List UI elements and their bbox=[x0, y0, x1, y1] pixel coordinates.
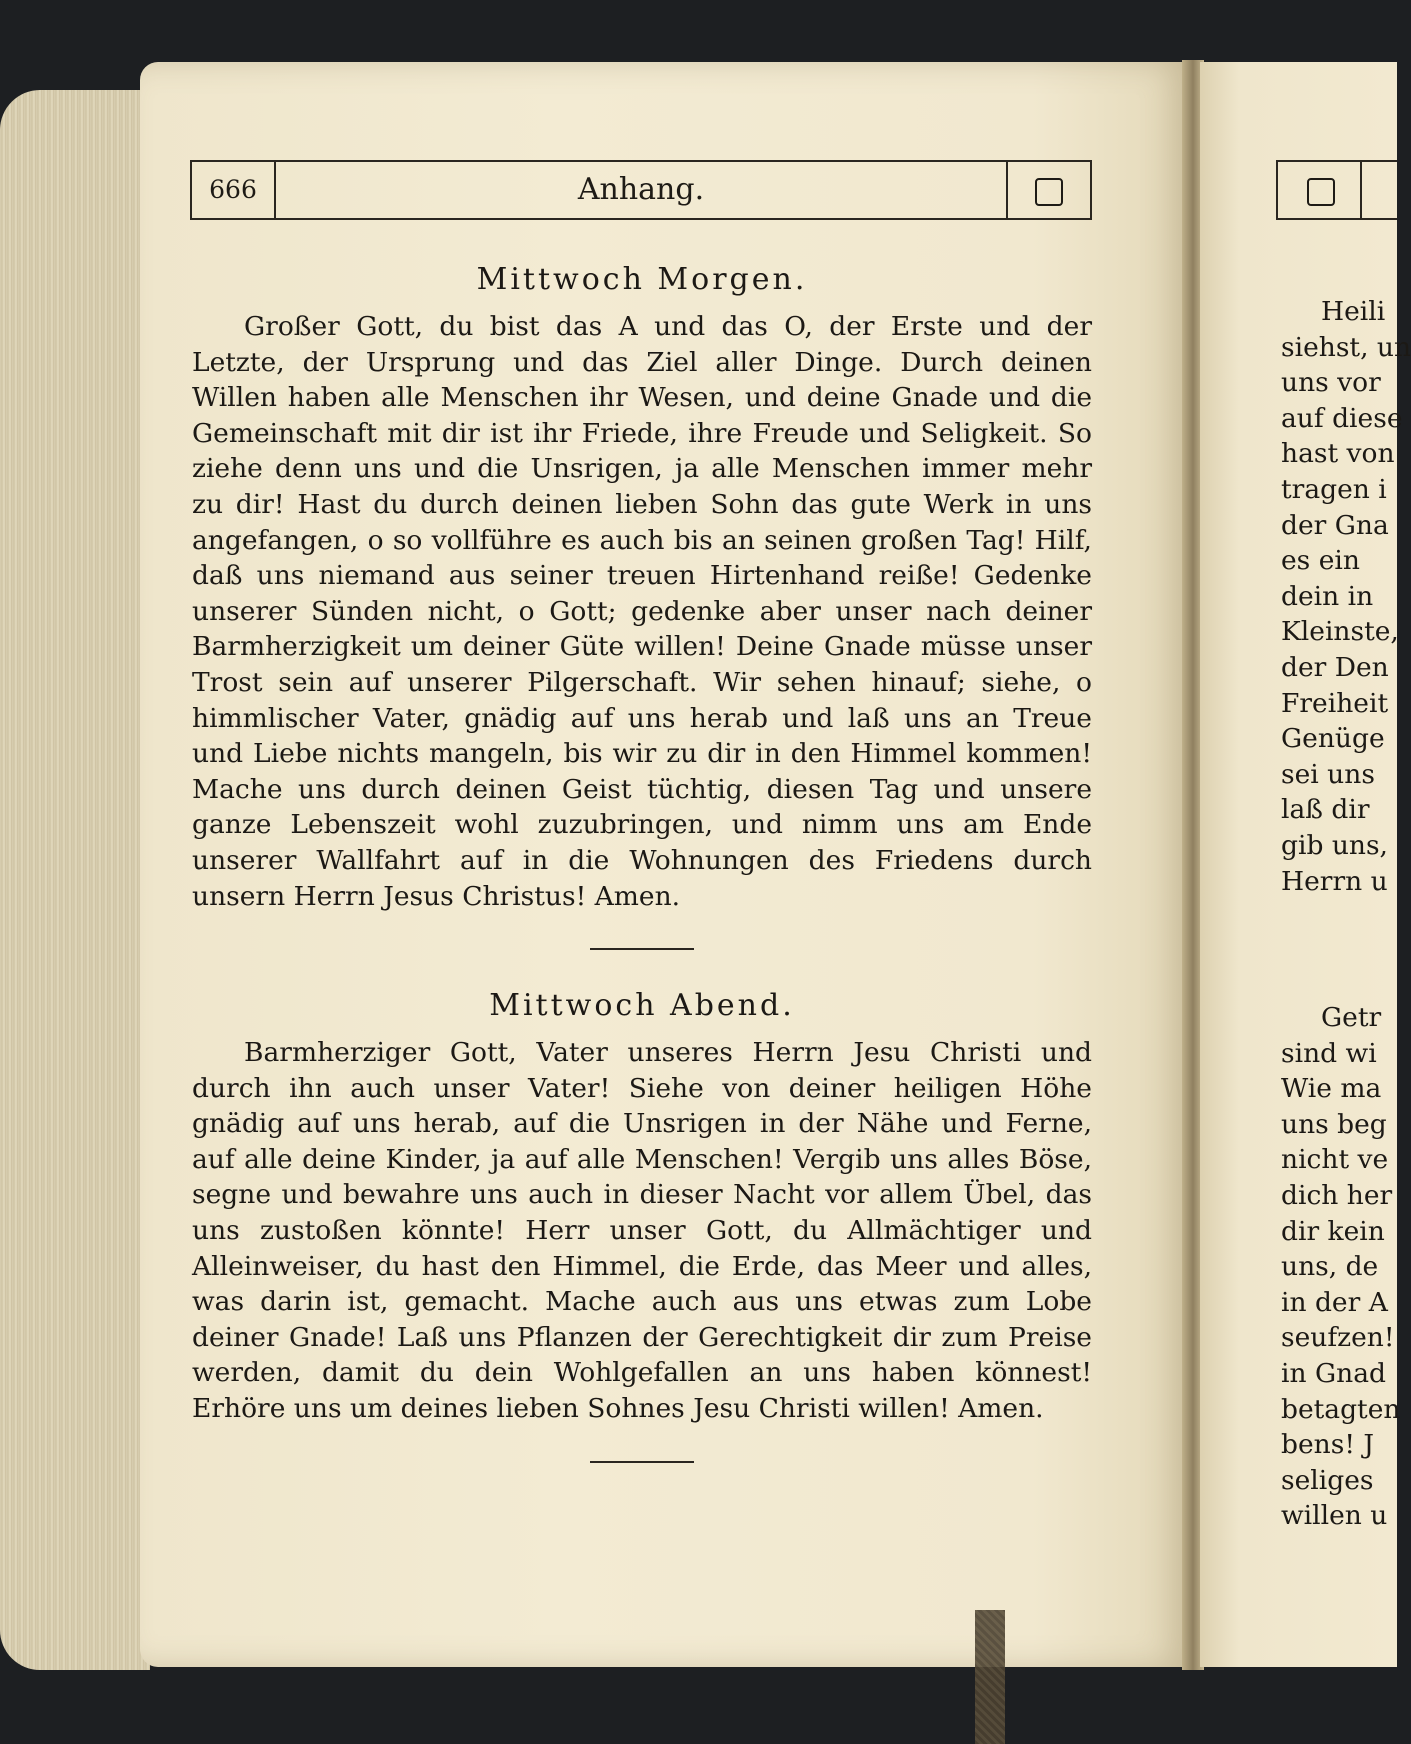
right-page-line: in der A bbox=[1281, 1286, 1388, 1318]
right-page-line: dir kein bbox=[1281, 1215, 1385, 1247]
bookmark-ribbon bbox=[975, 1610, 1005, 1744]
right-page-line: tragen i bbox=[1281, 473, 1387, 505]
right-page-line: Herrn u bbox=[1281, 865, 1388, 897]
right-page-line: Heili bbox=[1321, 296, 1386, 327]
right-page-line: in Gnad bbox=[1281, 1357, 1386, 1389]
right-page-line: siehst, un bbox=[1281, 331, 1411, 363]
header-box-cell bbox=[1006, 162, 1090, 218]
section-heading-evening: Mittwoch Abend. bbox=[489, 988, 795, 1024]
square-icon bbox=[1035, 178, 1063, 206]
right-page-line: uns beg bbox=[1281, 1108, 1387, 1140]
right-page-line: betagten bbox=[1281, 1393, 1401, 1425]
right-page-line: der Gna bbox=[1281, 509, 1389, 541]
right-page-text-bottom bbox=[1281, 1000, 1401, 1534]
right-page-line: sei uns bbox=[1281, 758, 1375, 790]
right-page-line: Genüge bbox=[1281, 723, 1385, 755]
square-icon bbox=[1307, 178, 1335, 206]
right-page-line: Freiheit bbox=[1281, 687, 1389, 719]
section-divider bbox=[590, 1461, 694, 1463]
right-page-line: hast von bbox=[1281, 438, 1395, 470]
section-divider bbox=[590, 948, 694, 950]
right-page-line: gib uns, bbox=[1281, 829, 1388, 861]
prayer-text-evening: Barmherziger Gott, Vater unseres Herrn Jesu Christi und durch ihn auch unser Vater! Siehe von deiner heiligen Höhe gnädig auf uns herab, auf die Unsrigen in der Nähe und Ferne, auf alle deine Kinder, ja auf alle Menschen! Vergib uns alles Böse, segne und bewahre uns auch in dieser Nacht vor allem Übel, das uns zustoßen könnte! Herr unser Gott, du Allmächtiger und Alleinweiser, du hast den Himmel, die Erde, das Meer und alles, was darin ist, gemacht. Mache auch aus uns etwas zum Lobe deiner Gnade! Laß uns Pflanzen der Gerechtigkeit dir zum Preise werden, damit du dein Wohlgefallen an uns haben könnest! Erhöre uns um deines lieben Sohnes Jesu Christi willen! Amen. bbox=[192, 1037, 1092, 1425]
right-page-line: laß dir bbox=[1281, 794, 1370, 826]
page-edges bbox=[0, 90, 150, 1670]
page-number: 666 bbox=[192, 162, 276, 218]
right-page-line: nicht ve bbox=[1281, 1144, 1389, 1176]
right-page-line: Wie ma bbox=[1281, 1073, 1382, 1105]
right-page-line: Kleinste, bbox=[1281, 616, 1399, 648]
right-page-line: uns vor bbox=[1281, 367, 1381, 399]
header-divider bbox=[1360, 162, 1362, 218]
right-page-line: willen u bbox=[1281, 1500, 1388, 1532]
right-page-line: auf diese bbox=[1281, 402, 1403, 434]
right-page-line: uns, de bbox=[1281, 1251, 1379, 1283]
right-page-header bbox=[1276, 160, 1397, 220]
right-page-line: dein in bbox=[1281, 580, 1374, 612]
right-page-line: sind wi bbox=[1281, 1037, 1377, 1069]
right-page-line: bens! J bbox=[1281, 1429, 1375, 1461]
prayer-text-morning: Großer Gott, du bist das A und das O, der Erste und der Letzte, der Ursprung und das Ziel aller Dinge. Durch deinen Willen haben alle Menschen ihr Wesen, und deine Gnade und die Gemeinschaft mit dir ist ihr Friede, ihre Freude und Seligkeit. So ziehe denn uns und die Unsrigen, ja alle Menschen immer mehr zu dir! Hast du durch deinen lieben Sohn das gute Werk in uns angefangen, o so vollführe es auch bis an seinen großen Tag! Hilf, daß uns niemand aus seiner treuen Hirtenhand reiße! Gedenke unserer Sünden nicht, o Gott; gedenke aber unser nach deiner Barmherzigkeit um deiner Güte willen! Deine Gnade müsse unser Trost sein auf unserer Pilgerschaft. Wir sehen hinauf; siehe, o himmlischer Vater, gnädig auf uns herab und laß uns an Treue und Liebe nichts mangeln, bis wir zu dir in den Himmel kommen! Mache uns durch deinen Geist tüchtig, diesen Tag und unsere ganze Lebenszeit wohl zuzubringen, und nimm uns am Ende unserer Wallfahrt auf in die Wohnungen des Friedens durch unsern Herrn Jesus Christus! Amen. bbox=[192, 311, 1092, 912]
page-content bbox=[192, 232, 1092, 1463]
right-page-line: seufzen! bbox=[1281, 1322, 1395, 1354]
running-title: Anhang. bbox=[577, 172, 705, 207]
right-page-line: dich her bbox=[1281, 1179, 1393, 1211]
right-page-line: Getr bbox=[1321, 1002, 1382, 1033]
right-page-text-top bbox=[1281, 294, 1411, 899]
right-page-line: der Den bbox=[1281, 651, 1389, 683]
page-header bbox=[190, 160, 1092, 220]
right-page-line: es ein bbox=[1281, 545, 1360, 577]
section-heading-morning: Mittwoch Morgen. bbox=[476, 262, 808, 297]
right-page-line: seliges bbox=[1281, 1464, 1374, 1496]
